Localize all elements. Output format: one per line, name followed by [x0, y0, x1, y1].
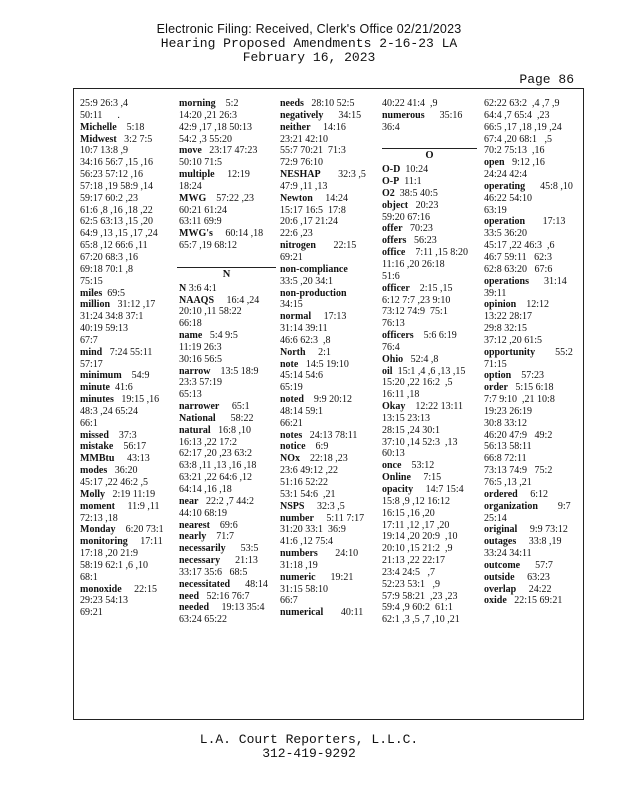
- index-entry-line: 69:21: [280, 251, 303, 263]
- index-entry-line: 63:11 69:9: [179, 216, 222, 228]
- index-entry-line: 45:14 54:6: [280, 370, 324, 382]
- index-entry-line: operation 17:13: [484, 216, 566, 228]
- index-entry-line: 33:5 36:20: [484, 228, 528, 240]
- section-letter: O: [382, 148, 477, 162]
- index-entry-line: [179, 252, 272, 264]
- index-entry-line: 48:3 ,24 65:24: [80, 405, 139, 417]
- index-entry-line: 23:3 57:19: [179, 377, 223, 389]
- index-entry-line: 59:17 60:2 ,23: [80, 192, 139, 204]
- index-entry-line: 16:13 ,22 17:2: [179, 436, 238, 448]
- index-entry-line: 65:7 ,19 68:12: [179, 240, 238, 252]
- index-entry-line: 76:4: [382, 341, 400, 353]
- index-entry-line: 30:16 56:5: [179, 353, 223, 365]
- index-entry-line: 15:17 16:5 17:8: [280, 204, 346, 216]
- index-entry-line: O2 38:5 40:5: [382, 187, 438, 199]
- index-entry-line: 17:18 ,20 21:9: [80, 548, 139, 560]
- index-entry-line: 53:1 54:6 ,21: [280, 488, 336, 500]
- index-entry-line: 66:8 72:11: [484, 453, 527, 465]
- index-entry-line: 66:1: [80, 417, 98, 429]
- index-entry-line: 18:24: [179, 180, 202, 192]
- index-entry-line: opacity 14:7 15:4: [382, 484, 464, 495]
- index-entry-line: 42:9 ,17 ,18 50:13: [179, 121, 253, 133]
- index-entry-line: Okay 12:22 13:11: [382, 401, 464, 413]
- index-entry-line: original 9:9 73:12: [484, 524, 568, 536]
- index-entry-line: overlap 24:22: [484, 583, 552, 595]
- index-entry-line: 20:10 ,11 58:22: [179, 306, 242, 318]
- index-entry-line: outside 63:23: [484, 571, 550, 583]
- index-entry-line: natural 16:8 ,10: [179, 424, 251, 436]
- index-entry-line: 72:9 76:10: [280, 157, 324, 169]
- index-entry-line: multiple 12:19: [179, 169, 250, 181]
- index-entry-line: 64:4 ,7 65:4 ,23: [484, 109, 550, 121]
- index-entry-line: Molly 2:19 11:19: [80, 488, 156, 500]
- index-entry-line: Newton 14:24: [280, 192, 349, 204]
- index-entry-line: minutes 19:15 ,16: [80, 394, 160, 406]
- index-entry-line: non-production: [280, 287, 347, 299]
- index-entry-line: offer 70:23: [382, 223, 433, 235]
- index-entry-line: normal 17:13: [280, 311, 347, 323]
- index-entry-line: minimum 54:9: [80, 370, 150, 382]
- index-entry-line: 55:7 70:21 71:3: [280, 145, 346, 157]
- index-entry-line: 16:15 ,16 ,20: [382, 507, 435, 519]
- index-entry-line: 46:20 47:9 49:2: [484, 429, 553, 441]
- index-entry-line: 40:22 41:4 ,9: [382, 98, 438, 109]
- index-entry-line: 58:19 62:1 ,6 ,10: [80, 559, 149, 571]
- index-entry-line: notes 24:13 78:11: [280, 429, 358, 441]
- index-entry-line: 68:1: [80, 571, 98, 583]
- index-entry-line: 31:24 34:8 37:1: [80, 311, 144, 323]
- index-entry-line: 65:19: [280, 382, 303, 394]
- index-entry-line: 21:13 ,22 22:17: [382, 555, 446, 567]
- index-entry-line: 37:10 ,14 52:3 ,13: [382, 436, 458, 448]
- index-entry-line: 62:5 63:13 ,15 ,20: [80, 216, 154, 228]
- index-entry-line: nearest 69:6: [179, 519, 238, 531]
- index-entry-line: moment 11:9 ,11: [80, 500, 160, 512]
- index-entry-line: 61:6 ,8 ,16 ,18 ,22: [80, 204, 153, 216]
- index-entry-line: 13:15 23:13: [382, 412, 431, 424]
- index-entry-line: NSPS 32:3 ,5: [280, 500, 345, 512]
- index-entry-line: 70:2 75:13 ,16: [484, 145, 545, 157]
- index-entry-line: 25:14: [484, 512, 507, 524]
- index-entry-line: numeric 19:21: [280, 571, 354, 583]
- index-entry-line: 64:9 ,13 ,15 ,17 ,24: [80, 228, 158, 240]
- index-entry-line: 24:24 42:4: [484, 169, 528, 181]
- index-entry-line: 65:13: [179, 389, 202, 401]
- index-entry-line: operations 31:14: [484, 275, 567, 287]
- index-entry-line: mind 7:24 55:11: [80, 346, 153, 358]
- index-entry-line: 17:11 ,12 ,17 ,20: [382, 519, 450, 531]
- index-column: [484, 98, 579, 607]
- index-entry-line: 46:7 59:11 62:3: [484, 251, 552, 263]
- index-entry-line: 16:11 ,18: [382, 389, 420, 401]
- index-entry-line: 66:7: [280, 595, 298, 607]
- index-entry-line: near 22:2 ,7 44:2: [179, 495, 255, 507]
- index-entry-line: necessary 21:13: [179, 555, 258, 567]
- index-entry-line: 34:15: [280, 299, 303, 311]
- index-entry-line: 52:23 53:1 ,9: [382, 578, 441, 590]
- index-entry-line: 64:14 ,16 ,18: [179, 484, 232, 495]
- index-entry-line: Online 7:15: [382, 472, 442, 484]
- index-entry-line: nitrogen 22:15: [280, 240, 357, 252]
- index-entry-line: 23:4 24:5 ,7: [382, 566, 436, 578]
- index-entry-line: numbers 24:10: [280, 548, 359, 560]
- index-entry-line: 63:19: [484, 204, 507, 216]
- index-entry-line: 15:20 ,22 16:2 ,5: [382, 377, 453, 389]
- index-entry-line: opinion 12:12: [484, 299, 550, 311]
- index-entry-line: 51:16 52:22: [280, 477, 329, 488]
- index-entry-line: ordered 6:12: [484, 488, 548, 500]
- index-entry-line: 10:7 13:8 ,9: [80, 145, 129, 157]
- efile-stamp: Electronic Filing: Received, Clerk's Office 02/21/2023: [156, 22, 462, 36]
- index-entry-line: 66:18: [179, 318, 202, 330]
- index-entry-line: Monday 6:20 73:1: [80, 524, 164, 536]
- index-entry-line: 76:5 ,13 ,21: [484, 477, 532, 488]
- index-entry-line: 6:12 7:7 ,23 9:10: [382, 294, 451, 306]
- index-entry-line: oxide 22:15 69:21: [484, 595, 563, 607]
- index-entry-line: Michelle 5:18: [80, 121, 145, 133]
- index-entry-line: 11:19 26:3: [179, 341, 222, 353]
- page-number: Page 86: [519, 72, 574, 87]
- index-entry-line: 39:11: [484, 287, 507, 299]
- index-entry-line: miles 69:5: [80, 287, 125, 299]
- index-entry-line: N 3:6 4:1: [179, 282, 217, 294]
- index-entry-line: 62:22 63:2 ,4 ,7 ,9: [484, 98, 560, 109]
- index-entry-line: MWG 57:22 ,23: [179, 192, 254, 204]
- index-entry-line: 73:12 74:9 75:1: [382, 306, 448, 318]
- index-entry-line: missed 37:3: [80, 429, 137, 441]
- index-entry-line: open 9:12 ,16: [484, 157, 545, 169]
- index-entry-line: 31:15 58:10: [280, 583, 329, 595]
- index-entry-line: officer 2:15 ,15: [382, 282, 453, 294]
- index-entry-line: modes 36:20: [80, 465, 138, 477]
- index-entry-line: non-compliance: [280, 263, 348, 275]
- index-entry-line: 63:21 ,22 64:6 ,12: [179, 472, 253, 484]
- index-entry-line: North 2:1: [280, 346, 331, 358]
- index-entry-line: 46:6 62:3 ,8: [280, 334, 331, 346]
- index-entry-line: need 52:16 76:7: [179, 590, 250, 602]
- index-entry-line: 56:23 57:12 ,16: [80, 169, 144, 181]
- index-entry-line: monitoring 17:11: [80, 536, 163, 548]
- index-entry-line: 28:15 ,24 30:1: [382, 424, 441, 436]
- index-entry-line: 50:11 .: [80, 109, 120, 121]
- index-entry-line: 23:6 49:12 ,22: [280, 465, 339, 477]
- index-entry-line: nearly 71:7: [179, 531, 234, 543]
- index-entry-line: 50:10 71:5: [179, 157, 223, 169]
- index-entry-line: 51:6: [382, 270, 400, 282]
- index-entry-line: 30:8 33:12: [484, 417, 528, 429]
- index-entry-line: 66:5 ,17 ,18 ,19 ,24: [484, 121, 562, 133]
- index-entry-line: 72:13 ,18: [80, 512, 118, 524]
- index-entry-line: 20:10 ,15 21:2 ,9: [382, 543, 453, 555]
- index-entry-line: 31:14 39:11: [280, 323, 328, 335]
- index-entry-line: 33:24 34:11: [484, 548, 532, 560]
- index-entry-line: needed 19:13 35:4: [179, 602, 265, 614]
- index-column: [80, 98, 172, 619]
- index-entry-line: 25:9 26:3 ,4: [80, 98, 129, 109]
- index-entry-line: 67:4 ,20 68:1 ,5: [484, 133, 553, 145]
- index-entry-line: 48:14 59:1: [280, 405, 324, 417]
- index-entry-line: order 5:15 6:18: [484, 382, 554, 394]
- index-entry-line: noted 9:9 20:12: [280, 394, 352, 406]
- index-entry-line: numerous 35:16: [382, 109, 463, 121]
- index-entry-line: neither 14:16: [280, 121, 346, 133]
- reporter-phone: 312-419-9292: [262, 746, 356, 761]
- index-entry-line: 69:18 70:1 ,8: [80, 263, 134, 275]
- index-entry-line: 66:21: [280, 417, 303, 429]
- index-entry-line: NOx 22:18 ,23: [280, 453, 348, 465]
- index-entry-line: 62:8 63:20 67:6: [484, 263, 553, 275]
- index-entry-line: note 14:5 19:10: [280, 358, 349, 370]
- index-entry-line: National 58:22: [179, 412, 254, 424]
- index-entry-line: 33:5 ,20 34:1: [280, 275, 334, 287]
- index-entry-line: narrow 13:5 18:9: [179, 365, 259, 377]
- index-entry-line: object 20:23: [382, 199, 439, 211]
- index-entry-line: needs 28:10 52:5: [280, 98, 355, 109]
- index-entry-line: narrower 65:1: [179, 401, 250, 413]
- index-entry-line: necessarily 53:5: [179, 543, 259, 555]
- index-entry-line: 65:8 ,12 66:6 ,11: [80, 240, 148, 252]
- index-entry-line: outcome 57:7: [484, 559, 553, 571]
- index-entry-line: outages 33:8 ,19: [484, 536, 562, 548]
- index-entry-line: move 23:17 47:23: [179, 145, 258, 157]
- index-entry-line: notice 6:9: [280, 441, 329, 453]
- index-entry-line: MMBtu 43:13: [80, 453, 150, 465]
- index-entry-line: 7:7 9:10 ,21 10:8: [484, 394, 555, 406]
- index-entry-line: 47:9 ,11 ,13: [280, 180, 328, 192]
- index-entry-line: 23:21 42:10: [280, 133, 329, 145]
- index-entry-line: Midwest 3:2 7:5: [80, 133, 153, 145]
- index-entry-line: 57:18 ,19 58:9 ,14: [80, 180, 154, 192]
- index-entry-line: mistake 56:17: [80, 441, 147, 453]
- index-entry-line: [382, 134, 477, 146]
- index-entry-line: 59:20 67:16: [382, 211, 431, 223]
- index-entry-line: 44:10 68:19: [179, 507, 228, 519]
- index-entry-line: 31:18 ,19: [280, 559, 318, 571]
- index-entry-line: numerical 40:11: [280, 607, 364, 619]
- index-entry-line: 40:19 59:13: [80, 323, 129, 335]
- index-entry-line: once 53:12: [382, 460, 435, 472]
- index-entry-line: 14:20 ,21 26:3: [179, 109, 238, 121]
- index-column: [179, 98, 272, 626]
- index-entry-line: offers 56:23: [382, 235, 437, 247]
- index-entry-line: necessitated 48:14: [179, 578, 268, 590]
- index-entry-line: 63:24 65:22: [179, 614, 228, 626]
- index-entry-line: 37:12 ,20 61:5: [484, 334, 543, 346]
- index-entry-line: number 5:11 7:17: [280, 512, 365, 524]
- index-entry-line: 62:1 ,3 ,5 ,7 ,10 ,21: [382, 614, 460, 626]
- index-entry-line: 20:6 ,17 21:24: [280, 216, 339, 228]
- index-column: [280, 98, 373, 619]
- index-entry-line: O-P 11:1: [382, 176, 422, 188]
- index-entry-line: minute 41:6: [80, 382, 133, 394]
- index-entry-line: 22:6 ,23: [280, 228, 313, 240]
- index-entry-line: 15:8 ,9 ,12 16:12: [382, 495, 451, 507]
- index-entry-line: Ohio 52:4 ,8: [382, 353, 439, 365]
- index-entry-line: morning 5:2: [179, 98, 239, 109]
- index-entry-line: monoxide 22:15: [80, 583, 157, 595]
- index-entry-line: MWG's 60:14 ,18: [179, 228, 264, 240]
- index-entry-line: oil 15:1 ,4 ,6 ,13 ,15: [382, 365, 466, 377]
- index-entry-line: NESHAP 32:3 ,5: [280, 169, 366, 181]
- index-entry-line: 45:17 ,22 46:2 ,5: [80, 477, 149, 488]
- index-column: [382, 98, 477, 626]
- document-date: February 16, 2023: [242, 50, 376, 65]
- index-entry-line: 73:13 74:9 75:2: [484, 465, 553, 477]
- index-entry-line: 33:17 35:6 68:5: [179, 566, 248, 578]
- index-entry-line: 29:23 54:13: [80, 595, 129, 607]
- index-entry-line: O-D 10:24: [382, 164, 429, 176]
- index-entry-line: 62:17 ,20 ,23 63:2: [179, 448, 253, 460]
- index-entry-line: negatively 34:15: [280, 109, 362, 121]
- index-entry-line: 57:9 58:21 ,23 ,23: [382, 590, 458, 602]
- index-entry-line: 60:13: [382, 448, 405, 460]
- index-entry-line: 75:15: [80, 275, 103, 287]
- index-entry-line: opportunity 55:2: [484, 346, 573, 358]
- index-entry-line: 46:22 54:10: [484, 192, 533, 204]
- index-entry-line: name 5:4 9:5: [179, 330, 238, 342]
- reporter-company: L.A. Court Reporters, L.L.C.: [199, 732, 419, 747]
- index-entry-line: 36:4: [382, 121, 400, 133]
- index-entry-line: 19:14 ,20 20:9 ,10: [382, 531, 458, 543]
- index-entry-line: 71:15: [484, 358, 507, 370]
- index-entry-line: 69:21: [80, 607, 103, 619]
- index-entry-line: 41:6 ,12 75:4: [280, 536, 334, 548]
- index-entry-line: 54:2 ,3 55:20: [179, 133, 233, 145]
- index-entry-line: 67:20 68:3 ,16: [80, 251, 139, 263]
- index-entry-line: option 57:23: [484, 370, 545, 382]
- index-entry-line: office 7:11 ,15 8:20: [382, 247, 469, 259]
- section-letter: N: [177, 267, 276, 281]
- index-entry-line: 60:21 61:24: [179, 204, 228, 216]
- document-title: Hearing Proposed Amendments 2-16-23 LA: [160, 36, 458, 51]
- index-entry-line: 19:23 26:19: [484, 405, 533, 417]
- index-entry-line: 67:7: [80, 334, 98, 346]
- index-entry-line: 59:4 ,9 60:2 61:1: [382, 602, 453, 614]
- index-entry-line: 57:17: [80, 358, 103, 370]
- index-entry-line: 76:13: [382, 318, 405, 330]
- index-entry-line: million 31:12 ,17: [80, 299, 156, 311]
- index-entry-line: 11:16 ,20 26:18: [382, 258, 445, 270]
- index-entry-line: organization 9:7: [484, 500, 571, 512]
- index-entry-line: officers 5:6 6:19: [382, 330, 457, 342]
- index-entry-line: NAAQS 16:4 ,24: [179, 294, 260, 306]
- index-entry-line: 29:8 32:15: [484, 323, 528, 335]
- index-entry-line: 56:13 58:11: [484, 441, 532, 453]
- index-entry-line: 31:20 33:1 36:9: [280, 524, 346, 536]
- index-entry-line: 45:17 ,22 46:3 ,6: [484, 240, 555, 252]
- index-entry-line: operating 45:8 ,10: [484, 180, 573, 192]
- index-entry-line: 63:8 ,11 ,13 ,16 ,18: [179, 460, 257, 472]
- index-entry-line: 34:16 56:7 ,15 ,16: [80, 157, 154, 169]
- index-entry-line: 13:22 28:17: [484, 311, 533, 323]
